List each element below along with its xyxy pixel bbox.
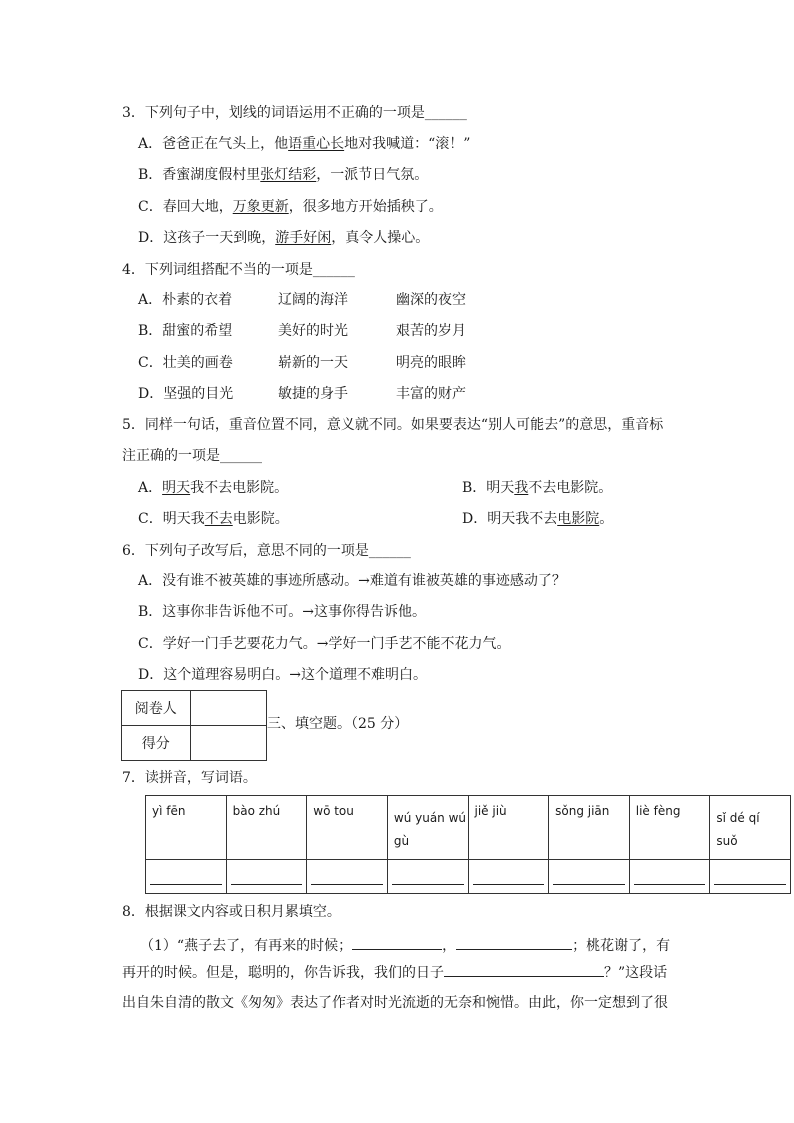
q3-b-post: ，一派节日气氛。 bbox=[316, 167, 429, 183]
pinyin-text: liè fèng bbox=[635, 804, 681, 818]
q8-p2-text-a: 再开的时候。但是，聪明的，你告诉我，我们的日子 bbox=[122, 965, 444, 981]
q6-option-d[interactable]: D．这个道理容易明白。→这个道理不难明白。 bbox=[138, 667, 427, 683]
pinyin-cell bbox=[710, 796, 791, 860]
q5-option-d[interactable] bbox=[462, 510, 613, 528]
q5-c-post: 电影院。 bbox=[232, 511, 289, 527]
q6-option-a[interactable]: A．没有谁不被英雄的事迹所感动。→难道有谁被英雄的事迹感动了？ bbox=[138, 573, 566, 589]
q5-a-underlined: 明天 bbox=[162, 480, 191, 496]
score-box bbox=[121, 690, 267, 761]
q4-option-a-2: 辽阔的海洋 bbox=[278, 292, 348, 308]
q5-d-pre: D．明天我不去 bbox=[462, 511, 558, 527]
pinyin-text: sǒng jiān bbox=[555, 804, 610, 818]
q3-d-post: ，真令人操心。 bbox=[331, 230, 430, 246]
q5-stem-line2: 注正确的一项是______ bbox=[122, 448, 262, 464]
pinyin-cell bbox=[146, 796, 227, 860]
q8-p2-text-b: ？”这段话 bbox=[604, 965, 668, 981]
answer-cell[interactable] bbox=[387, 860, 468, 894]
q5-option-b[interactable] bbox=[462, 479, 612, 497]
score-cell[interactable] bbox=[190, 726, 266, 761]
q4-option-c-2: 崭新的一天 bbox=[278, 355, 348, 371]
q7-stem: 7．读拼音，写词语。 bbox=[122, 770, 257, 786]
pinyin-text: wú yuán wú bbox=[393, 811, 467, 825]
q3-a-pre: A．爸爸正在气头上，他 bbox=[138, 136, 289, 152]
pinyin-cell bbox=[307, 796, 388, 860]
answer-cell[interactable] bbox=[629, 860, 710, 894]
answer-line bbox=[311, 883, 383, 885]
q4-option-c-3: 明亮的眼眸 bbox=[396, 355, 466, 371]
q8-blank-3[interactable] bbox=[444, 962, 604, 977]
q5-a-pre: A． bbox=[138, 480, 163, 496]
q3-stem: 3．下列句子中，划线的词语运用不正确的一项是______ bbox=[122, 105, 467, 121]
pinyin-text: yì fēn bbox=[152, 804, 186, 818]
q8-p1-text-c: ；桃花谢了，有 bbox=[572, 938, 671, 954]
answer-cell[interactable] bbox=[307, 860, 388, 894]
q3-option-c[interactable] bbox=[138, 198, 443, 216]
q8-p1-text-b: ， bbox=[442, 938, 457, 954]
q3-option-a[interactable] bbox=[138, 135, 470, 153]
q3-c-post: ，很多地方开始插秧了。 bbox=[288, 199, 443, 215]
q6-stem: 6．下列句子改写后，意思不同的一项是______ bbox=[122, 543, 411, 559]
q4-option-d-1[interactable]: D．坚强的目光 bbox=[138, 386, 234, 402]
section-3-title: 三、填空题。（25 分） bbox=[267, 716, 409, 732]
pinyin-text-line2: suǒ bbox=[716, 834, 738, 848]
answer-cell[interactable] bbox=[549, 860, 630, 894]
q3-b-underlined: 张灯结彩 bbox=[260, 167, 317, 183]
answer-cell[interactable] bbox=[226, 860, 307, 894]
reviewer-cell[interactable] bbox=[190, 691, 266, 726]
q5-d-post: 。 bbox=[599, 511, 614, 527]
q5-stem-line1: 5．同样一句话，重音位置不同，意义就不同。如果要表达“别人可能去”的意思，重音标 bbox=[122, 417, 664, 433]
q8-blank-1[interactable] bbox=[352, 935, 442, 950]
pinyin-row bbox=[146, 796, 791, 860]
q8-p1-text-a: （1）“燕子去了，有再来的时候； bbox=[140, 938, 353, 954]
answer-line bbox=[231, 883, 303, 885]
pinyin-text: sǐ dé qí bbox=[716, 811, 760, 825]
answer-line bbox=[553, 883, 625, 885]
q8-blank-2[interactable] bbox=[456, 935, 572, 950]
pinyin-text: wō tou bbox=[313, 804, 354, 818]
q3-d-underlined: 游手好闲 bbox=[275, 230, 332, 246]
q4-option-b-3: 艰苦的岁月 bbox=[396, 323, 466, 339]
q3-d-pre: D．这孩子一天到晚， bbox=[138, 230, 276, 246]
q4-stem: 4．下列词组搭配不当的一项是______ bbox=[122, 262, 355, 278]
q8-stem: 8．根据课文内容或日积月累填空。 bbox=[122, 904, 341, 920]
q3-a-post: 地对我喊道：“滚！” bbox=[344, 136, 471, 152]
score-label: 得分 bbox=[122, 726, 191, 761]
q5-b-pre: B．明天 bbox=[462, 480, 515, 496]
q3-b-pre: B．香蜜湖度假村里 bbox=[138, 167, 261, 183]
pinyin-cell bbox=[226, 796, 307, 860]
q6-option-b[interactable]: B．这事你非告诉他不可。→这事你得告诉他。 bbox=[138, 604, 427, 620]
answer-row bbox=[146, 860, 791, 894]
q8-para-line3: 出自朱自清的散文《匆匆》表达了作者对时光流逝的无奈和惋惜。由此，你一定想到了很 bbox=[122, 995, 668, 1011]
q4-option-a-1[interactable]: A．朴素的衣着 bbox=[138, 292, 233, 308]
q3-c-underlined: 万象更新 bbox=[232, 199, 289, 215]
pinyin-cell bbox=[549, 796, 630, 860]
q5-c-underlined: 不去 bbox=[204, 511, 233, 527]
q4-option-c-1[interactable]: C．壮美的画卷 bbox=[138, 355, 233, 371]
q4-option-b-2: 美好的时光 bbox=[278, 323, 348, 339]
q5-a-post: 我不去电影院。 bbox=[190, 480, 289, 496]
answer-cell[interactable] bbox=[468, 860, 549, 894]
q3-c-pre: C．春回大地， bbox=[138, 199, 233, 215]
answer-cell[interactable] bbox=[710, 860, 791, 894]
q5-option-a[interactable] bbox=[138, 479, 288, 497]
reviewer-label: 阅卷人 bbox=[122, 691, 191, 726]
answer-line bbox=[714, 883, 786, 885]
q4-option-d-3: 丰富的财产 bbox=[396, 386, 466, 402]
q8-para-line1 bbox=[140, 935, 670, 955]
pinyin-table bbox=[145, 795, 791, 894]
q3-option-b[interactable] bbox=[138, 166, 428, 184]
q4-option-b-1[interactable]: B．甜蜜的希望 bbox=[138, 323, 233, 339]
q5-c-pre: C．明天我 bbox=[138, 511, 205, 527]
answer-line bbox=[150, 883, 222, 885]
pinyin-cell bbox=[629, 796, 710, 860]
q6-option-c[interactable]: C．学好一门手艺要花力气。→学好一门手艺不能不花力气。 bbox=[138, 636, 511, 652]
answer-line bbox=[392, 883, 464, 885]
q5-b-underlined: 我 bbox=[514, 480, 529, 496]
q5-d-underlined: 电影院 bbox=[557, 511, 600, 527]
answer-cell[interactable] bbox=[146, 860, 227, 894]
pinyin-cell bbox=[387, 796, 468, 860]
answer-line bbox=[634, 883, 706, 885]
pinyin-cell bbox=[468, 796, 549, 860]
q8-para-line2 bbox=[122, 962, 667, 982]
q4-option-d-2: 敏捷的身手 bbox=[278, 386, 348, 402]
q3-option-d[interactable] bbox=[138, 229, 429, 247]
pinyin-text: bào zhú bbox=[232, 804, 281, 818]
q5-b-post: 不去电影院。 bbox=[528, 480, 613, 496]
answer-line bbox=[473, 883, 545, 885]
pinyin-text: jiě jiù bbox=[474, 804, 507, 818]
q4-option-a-3: 幽深的夜空 bbox=[396, 292, 466, 308]
q5-option-c[interactable] bbox=[138, 510, 289, 528]
q3-a-underlined: 语重心长 bbox=[288, 136, 345, 152]
pinyin-text-line2: gù bbox=[393, 834, 410, 848]
